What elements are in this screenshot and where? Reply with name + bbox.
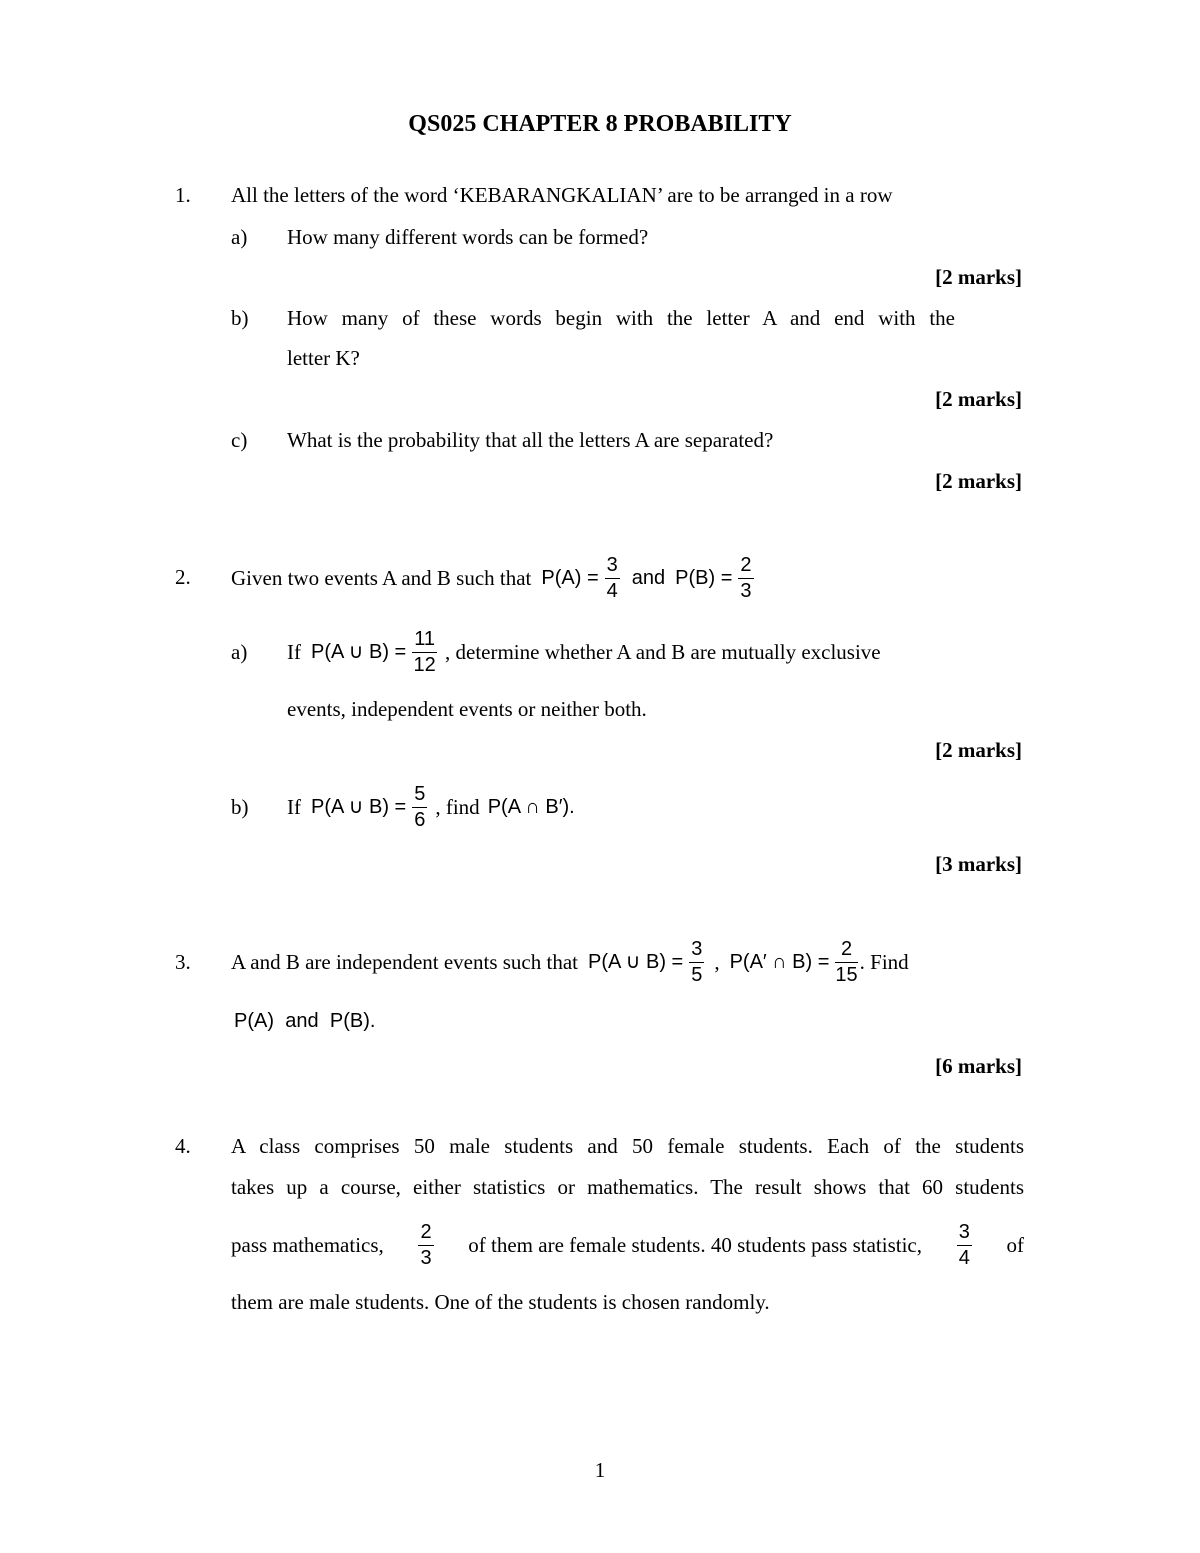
fraction-numerator: 11 xyxy=(412,629,437,653)
prob-a-expression: P(A) xyxy=(234,1010,274,1032)
question-4-line-2: takes up a course, either statistics or mathematics. The result shows that 60 students xyxy=(231,1175,1024,1199)
fraction-denominator: 6 xyxy=(414,808,426,831)
question-4-line-1: A class comprises 50 male students and 50 female students. Each of the students xyxy=(231,1134,1024,1158)
question-2-number: 2. xyxy=(175,565,191,589)
question-2b-label: b) xyxy=(231,795,249,819)
question-2a-label: a) xyxy=(231,640,248,664)
question-2-stem-text: Given two events A and B such that xyxy=(231,565,532,590)
fraction-numerator: 2 xyxy=(738,555,753,579)
fraction-numerator: 3 xyxy=(689,939,704,963)
question-4-line-3 xyxy=(231,1215,1024,1275)
question-1c-text: What is the probability that all the letters A are separated? xyxy=(287,428,774,452)
question-2-stem xyxy=(231,549,756,607)
question-1-stem: All the letters of the word ‘KEBARANGKALIAN’ are to be arranged in a row xyxy=(231,183,893,207)
union-expression: P(A ∪ B) = xyxy=(587,951,684,973)
question-2a-text-continued: events, independent events or neither both. xyxy=(287,697,647,721)
fraction-denominator: 3 xyxy=(740,579,752,602)
question-1c-label: c) xyxy=(231,428,248,452)
question-3-number: 3. xyxy=(175,950,191,974)
question-2a-line xyxy=(287,622,881,682)
question-3-line-2 xyxy=(234,1010,375,1031)
prob-b-expression: P(B) = xyxy=(675,567,733,589)
question-2b-marks: [3 marks] xyxy=(935,852,1022,876)
fraction-denominator: 15 xyxy=(835,963,858,986)
prob-a-expression: P(A) = xyxy=(541,567,599,589)
question-4-text-c: of xyxy=(1006,1232,1024,1257)
question-4-number: 4. xyxy=(175,1134,191,1158)
union-expression: P(A ∪ B) = xyxy=(311,796,407,818)
question-4-text-b: of them are female students. 40 students pass statistic, xyxy=(468,1232,923,1257)
male-fraction xyxy=(957,1222,972,1269)
target-expression: P(A ∩ B′). xyxy=(487,796,575,818)
union-fraction xyxy=(689,939,704,986)
question-1a-label: a) xyxy=(231,225,248,249)
fraction-denominator: 3 xyxy=(420,1246,432,1269)
question-4-text-a: pass mathematics, xyxy=(231,1232,384,1257)
question-1-number: 1. xyxy=(175,183,191,207)
fraction-numerator: 5 xyxy=(412,784,427,808)
question-3-stem-text: A and B are independent events such that xyxy=(231,949,578,974)
and-word: and xyxy=(631,567,666,589)
female-fraction xyxy=(418,1222,433,1269)
question-3-stem xyxy=(231,932,909,992)
find-word: . Find xyxy=(859,949,909,974)
prob-b-expression: P(B). xyxy=(329,1010,376,1032)
question-1b-text: How many of these words begin with the letter A and end with the xyxy=(287,306,955,330)
union-fraction xyxy=(412,629,437,676)
question-2a-marks: [2 marks] xyxy=(935,738,1022,762)
question-1b-label: b) xyxy=(231,306,249,330)
union-fraction xyxy=(412,784,427,831)
fraction-denominator: 5 xyxy=(691,963,703,986)
question-3-marks: [6 marks] xyxy=(935,1054,1022,1078)
page-number: 1 xyxy=(594,1458,606,1482)
question-1b-text-continued: letter K? xyxy=(287,346,360,370)
question-1a-marks: [2 marks] xyxy=(935,265,1022,289)
if-word: If xyxy=(287,794,301,819)
question-1c-marks: [2 marks] xyxy=(935,469,1022,493)
and-word: and xyxy=(285,1010,319,1032)
find-word: , find xyxy=(435,794,480,819)
fraction-denominator: 4 xyxy=(606,579,618,602)
question-4-line-4: them are male students. One of the students is chosen randomly. xyxy=(231,1290,770,1314)
prob-a-fraction xyxy=(605,555,620,602)
if-word: If xyxy=(287,639,301,664)
question-2a-text: , determine whether A and B are mutually exclusive xyxy=(445,639,881,664)
fraction-numerator: 3 xyxy=(605,555,620,579)
question-1b-marks: [2 marks] xyxy=(935,387,1022,411)
fraction-numerator: 2 xyxy=(418,1222,433,1246)
intersection-fraction xyxy=(835,939,857,986)
union-expression: P(A ∪ B) = xyxy=(311,641,407,663)
page-title: QS025 CHAPTER 8 PROBABILITY xyxy=(408,111,792,137)
intersection-expression: P(A′ ∩ B) = xyxy=(729,951,830,973)
question-1a-text: How many different words can be formed? xyxy=(287,225,649,249)
fraction-denominator: 12 xyxy=(413,653,436,676)
fraction-denominator: 4 xyxy=(958,1246,970,1269)
comma: , xyxy=(714,949,720,974)
fraction-numerator: 3 xyxy=(957,1222,972,1246)
fraction-numerator: 2 xyxy=(835,939,857,963)
question-2b-line xyxy=(287,777,575,837)
prob-b-fraction xyxy=(738,555,753,602)
